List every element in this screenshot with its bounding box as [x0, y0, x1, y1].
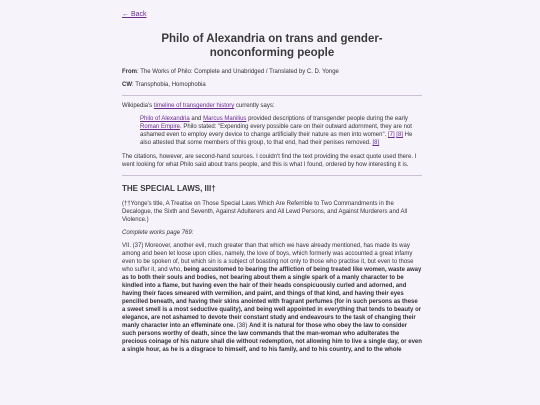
wiki-intro: Wikipedia's timeline of transgender history currently says:: [122, 103, 275, 109]
cw-text: : Transphobia, Homophobia: [132, 82, 206, 88]
page-title: [122, 32, 422, 60]
roman-empire-link[interactable]: Roman Empire: [140, 124, 181, 130]
body-paragraph: VII. (37) Moreover, another evil, much greater than that which we have already mentioned, has made its way among and been let loose upon cities, namely, the love of boys, which formerly was accounted a great infamy even to be spoken of, but which sin is a subject of boasting not only to those who practise it, but even to those who suffer it, and who, being accustomed to bearing the affliction of being treated like women, waste away as to both their souls and bodies, not bearing about them a single spark of a manly character to be kindled into a flame, but having even the hair of their heads conspicuously curled and adorned, and having their faces smeared with vermilion, and paint, and things of that kind, and having their eyes pencilled beneath, and having their skins anointed with fragrant perfumes (for in such persons as these a sweet smell is a most seductive quality), and being well appointed in everything that tends to beauty or elegance, are not ashamed to devote their constant study and endeavours to the task of changing their manly character into an effeminate one. (38) And it is natural for those who obey the law to consider such persons worthy of death, since the law commands that the man-woman who adulterates the precious coinage of his nature shall die without redemption, not allowing him to live a single day, or even a single hour, as he is a disgrace to himself, and to his family, and to his country, and to the whole: [122, 243, 422, 353]
ref-8-second-link[interactable]: [8]: [372, 140, 380, 146]
section-footnote: (††Yonge's title, A Treatise on Those Special Laws Which Are Referrible to Two Commandments in the Decalogue, the Sixth and Seventh, Against Adulterers and All Lewd Persons, and Against Murderers and All Violence.): [122, 201, 408, 223]
back-link[interactable]: ← Back: [122, 11, 147, 18]
divider: [122, 95, 422, 96]
page: [122, 0, 422, 354]
marcus-link[interactable]: Marcus Manilius: [203, 116, 247, 122]
source-label: From: [122, 69, 137, 75]
source-text: : The Works of Philo: Complete and Unabridged / Translated by C. D. Yonge: [137, 69, 339, 75]
content-warning: [122, 81, 422, 89]
citations-paragraph: The citations, however, are second-hand sources. I couldn't find the text providing the exact quote used there. I went looking for what Philo said about trans people, and this is what I found, ordered by how interesting it is.: [122, 154, 417, 168]
page-reference: Complete works page 769:: [122, 230, 194, 236]
ref-7-link[interactable]: [7]: [387, 132, 395, 138]
divider: [122, 175, 422, 176]
source-line: [122, 68, 422, 76]
timeline-link[interactable]: timeline of transgender history: [153, 103, 235, 109]
ref-8-link[interactable]: [8]: [396, 132, 403, 138]
philo-link[interactable]: Philo of Alexandria: [140, 116, 190, 122]
section-heading: THE SPECIAL LAWS, III†: [122, 184, 216, 193]
cw-label: CW: [122, 82, 132, 88]
wiki-quote: Philo of Alexandria and Marcus Manilius provided descriptions of transgender people during the early Roman Empire. Philo stated: "Expending every possible care on their outward adornment, they are not ashamed even to employ every device to change artificially their nature as men into women". [7] [8] He also attested that some members of this group, to that end, had their penises removed. [8]: [140, 116, 413, 146]
title-line-2: nonconforming people: [209, 47, 335, 59]
title-line-1: Philo of Alexandria on trans and gender-: [161, 33, 383, 45]
